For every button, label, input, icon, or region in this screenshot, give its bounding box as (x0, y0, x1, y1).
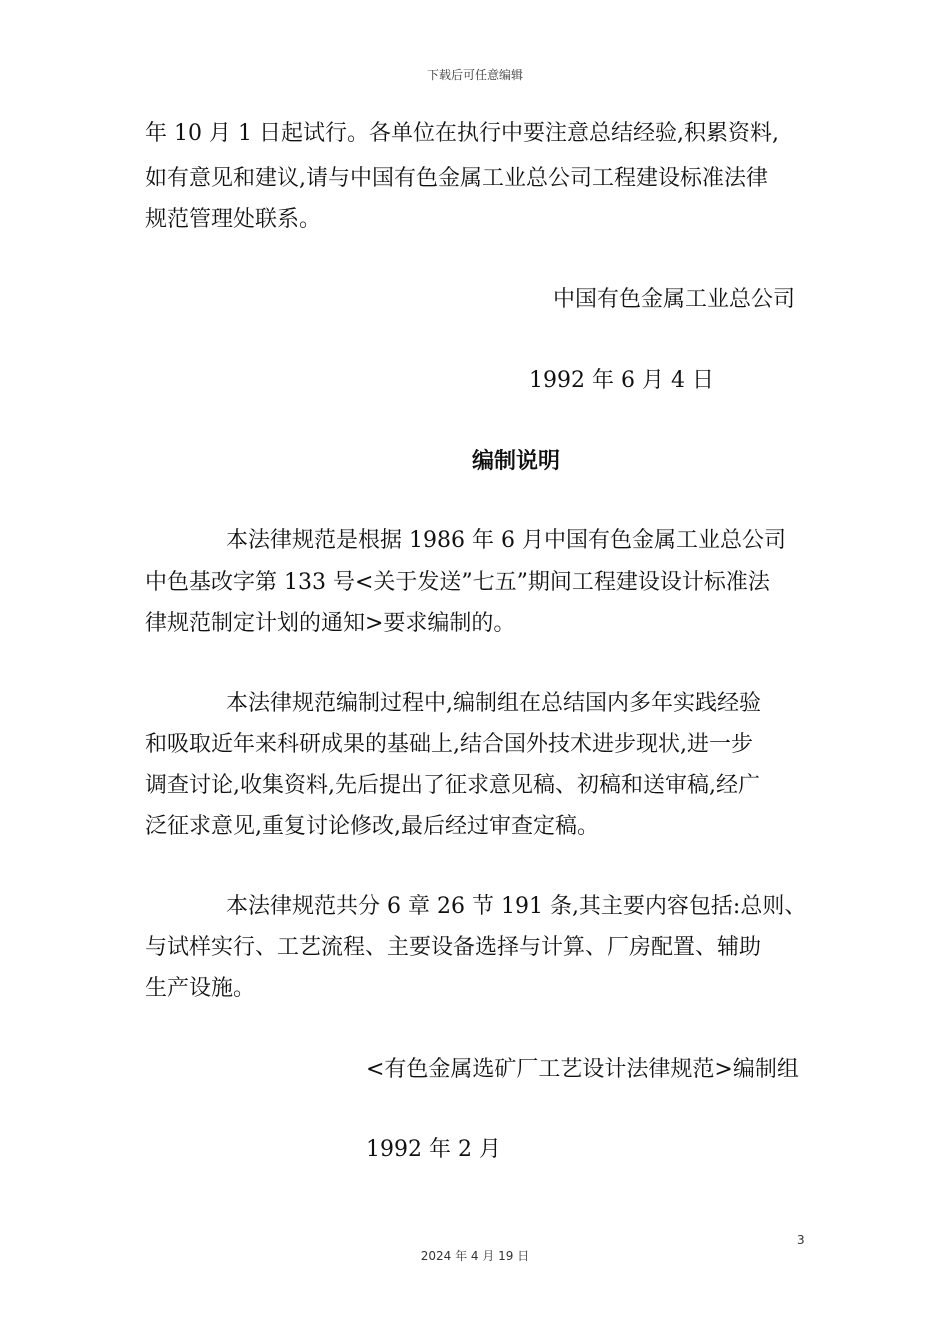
paragraph-3-line-1: 本法律规范共分 6 章 26 节 191 条,其主要内容包括:总则、 (226, 894, 807, 919)
compiler-name: <有色金属选矿厂工艺设计法律规范>编制组 (366, 1057, 799, 1082)
intro-line-2: 如有意见和建议,请与中国有色金属工业总公司工程建设标准法律 (145, 166, 768, 191)
paragraph-2-line-3: 调查讨论,收集资料,先后提出了征求意见稿、初稿和送审稿,经广 (145, 773, 760, 798)
intro-line-3: 规范管理处联系。 (145, 207, 322, 232)
page-number: 3 (797, 1233, 805, 1247)
paragraph-3-line-3: 生产设施。 (145, 976, 256, 1001)
paragraph-3-line-2: 与试样实行、工艺流程、主要设备选择与计算、厂房配置、辅助 (145, 935, 762, 960)
page-header-note: 下载后可任意编辑 (426, 68, 523, 82)
paragraph-1-line-2: 中色基改字第 133 号<关于发送”七五”期间工程建设设计标准法 (145, 570, 770, 595)
paragraph-2-line-4: 泛征求意见,重复讨论修改,最后经过审查定稿。 (145, 814, 599, 839)
issuer-name: 中国有色金属工业总公司 (553, 287, 796, 312)
footer-date: 2024 年 4 月 19 日 (420, 1249, 530, 1263)
paragraph-2-line-1: 本法律规范编制过程中,编制组在总结国内多年实践经验 (226, 691, 761, 716)
issuer-date: 1992 年 6 月 4 日 (529, 368, 714, 393)
paragraph-1-line-1: 本法律规范是根据 1986 年 6 月中国有色金属工业总公司 (226, 528, 786, 553)
section-title: 编制说明 (471, 448, 560, 474)
intro-line-1: 年 10 月 1 日起试行。各单位在执行中要注意总结经验,积累资料, (145, 121, 779, 146)
paragraph-2-line-2: 和吸取近年来科研成果的基础上,结合国外技术进步现状,进一步 (145, 732, 753, 757)
paragraph-1-line-3: 律规范制定计划的通知>要求编制的。 (145, 611, 516, 636)
compiler-date: 1992 年 2 月 (366, 1137, 501, 1162)
